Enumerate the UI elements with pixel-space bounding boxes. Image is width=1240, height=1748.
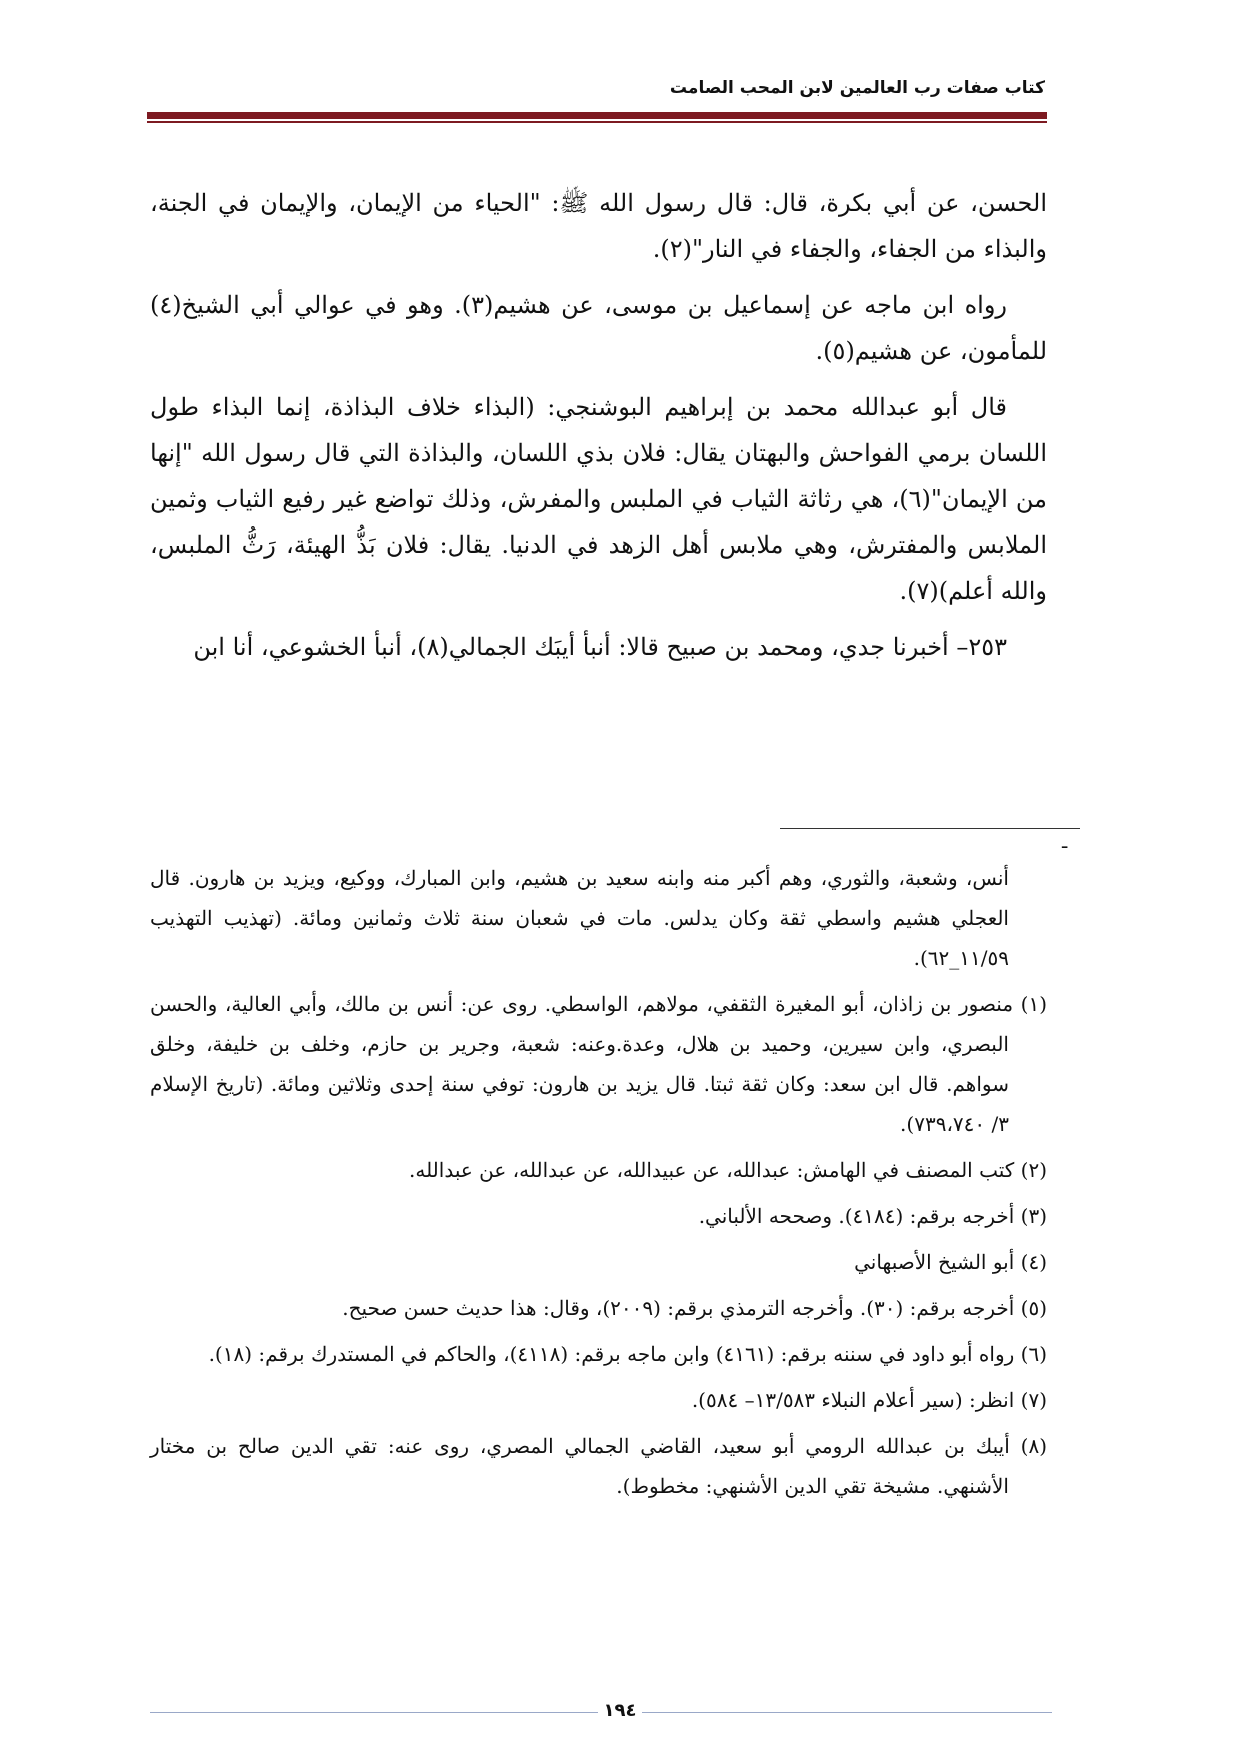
footnote: (١) منصور بن زاذان، أبو المغيرة الثقفي، مولاهم، الواسطي. روى عن: أنس بن مالك، وأبي العالية، والحسن البصري، وابن سيرين، وحميد بن هلال، وعدة.وعنه: شعبة، وجرير بن حازم، وخلف بن خليفة، وخلق سواهم. قال ابن سعد: وكان ثقة ثبتا. قال يزيد بن هارون: توفي سنة إحدى وثلاثين ومائة. (تاريخ الإسلام ٣/ ٧٣٩،٧٤٠). — [150, 992, 1047, 1136]
paragraph: قال أبو عبدالله محمد بن إبراهيم البوشنجي: (البذاء خلاف البذاذة، إنما البذاء طول اللسان برمي الفواحش والبهتان يقال: فلان بذي اللسان، والبذاذة التي قال رسول الله "إنها من الإيمان"(٦)، هي رثاثة الثياب في الملبس والمفرش، وذلك تواضع غير رفيع الثياب وثمين الملابس والمفترش، وهي ملابس أهل الزهد في الدنيا. يقال: فلان بَذُّ الهيئة، رَثُّ الملبس، والله أعلم)(٧). — [150, 393, 1047, 605]
footnote: (٨) أيبك بن عبدالله الرومي أبو سعيد، القاضي الجمالي المصري، روى عنه: تقي الدين صالح بن مختار الأشنهي. مشيخة تقي الدين الأشنهي: مخطوط). — [150, 1434, 1047, 1498]
footnote-continuation: أنس، وشعبة، والثوري، وهم أكبر منه وابنه سعيد بن هشيم، وابن المبارك، ووكيع، ويزيد بن هارون. قال العجلي هشيم واسطي ثقة وكان يدلس. مات في شعبان سنة ثلاث وثمانين ومائة. (تهذيب التهذيب ١١/٥٩_٦٢). — [150, 866, 1009, 970]
paragraph: الحسن، عن أبي بكرة، قال: قال رسول الله ﷺ: "الحياء من الإيمان، والإيمان في الجنة، والبذاء من الجفاء، والجفاء في النار"(٢). — [150, 189, 1047, 263]
footnotes — [150, 858, 1047, 1512]
footnote: (٣) أخرجه برقم: (٤١٨٤). وصححه الألباني. — [698, 1204, 1047, 1228]
footnote: (٦) رواه أبو داود في سننه برقم: (٤١٦١) وابن ماجه برقم: (٤١١٨)، والحاكم في المستدرك برقم: (١٨). — [208, 1342, 1047, 1366]
footer-rule-left — [150, 1712, 598, 1713]
footnote: (٢) كتب المصنف في الهامش: عبدالله، عن عبيدالله، عن عبدالله، عن عبدالله. — [408, 1158, 1047, 1182]
footnote-separator — [780, 828, 1080, 829]
footnote: (٥) أخرجه برقم: (٣٠). وأخرجه الترمذي برقم: (٢٠٠٩)، وقال: هذا حديث حسن صحيح. — [342, 1296, 1047, 1320]
paragraph: ٢٥٣– أخبرنا جدي، ومحمد بن صبيح قالا: أنبأ أيبَك الجمالي(٨)، أنبأ الخشوعي، أنا ابن — [193, 633, 1007, 661]
footnote-continuation-mark: ـ — [1062, 832, 1068, 853]
header-rule — [147, 112, 1047, 119]
footnote: (٧) انظر: (سير أعلام النبلاء ١٣/٥٨٣– ٥٨٤). — [691, 1388, 1047, 1412]
footnote: (٤) أبو الشيخ الأصبهاني — [854, 1250, 1047, 1274]
running-header: كتاب صفات رب العالمين لابن المحب الصامت — [669, 78, 1045, 98]
footer-rule-right — [642, 1712, 1052, 1713]
header-rule-thin — [147, 121, 1047, 123]
paragraph: رواه ابن ماجه عن إسماعيل بن موسى، عن هشيم(٣). وهو في عوالي أبي الشيخ(٤) للمأمون، عن هشيم(٥). — [150, 291, 1047, 365]
main-text — [150, 180, 1047, 680]
page-number: ١٩٤ — [603, 1700, 637, 1721]
